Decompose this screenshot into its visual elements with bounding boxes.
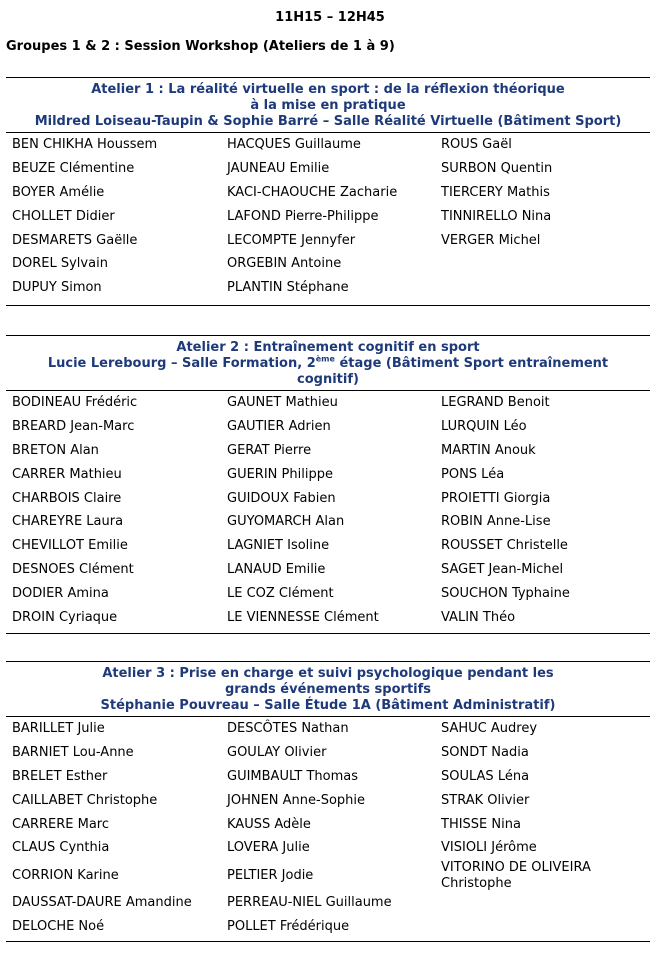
participant-name: STRAK Olivier bbox=[441, 792, 530, 808]
participants-col-2 bbox=[221, 133, 431, 300]
participant-name: BODINEAU Frédéric bbox=[12, 395, 138, 410]
participant-name: LEGRAND Benoit bbox=[441, 395, 550, 410]
atelier-1 bbox=[6, 77, 650, 306]
participants-col-1 bbox=[6, 133, 216, 300]
participant-name: DUPUY Simon bbox=[12, 280, 102, 296]
atelier-2-header bbox=[6, 335, 650, 391]
participant-name: PONS Léa bbox=[441, 466, 505, 482]
participant-name: GUIDOUX Fabien bbox=[227, 490, 336, 506]
participant-name: LE VIENNESSE Clément bbox=[227, 610, 379, 626]
participant-name: CHEVILLOT Emilie bbox=[12, 538, 128, 554]
participant-name: JAUNEAU Emilie bbox=[227, 160, 330, 176]
participant-name: HACQUES Guillaume bbox=[227, 137, 361, 152]
participant-name: SAHUC Audrey bbox=[441, 721, 538, 736]
atelier-title-line: Atelier 2 : Entraînement cognitif en sport bbox=[176, 340, 480, 355]
participant-name: CORRION Karine bbox=[12, 868, 119, 884]
participant-name: BRELET Esther bbox=[12, 768, 108, 784]
participant-name: GUIMBAULT Thomas bbox=[227, 768, 359, 784]
participant-name: DAUSSAT-DAURE Amandine bbox=[12, 895, 192, 911]
atelier-speaker-line2: cognitif) bbox=[297, 372, 359, 387]
participant-name: SONDT Nadia bbox=[441, 744, 529, 760]
participants-col-3 bbox=[435, 717, 645, 891]
atelier-speaker bbox=[26, 356, 630, 372]
participant-name: DELOCHE Noé bbox=[12, 919, 105, 935]
participant-name bbox=[435, 860, 645, 891]
participant-name: THISSE Nina bbox=[441, 816, 521, 832]
participant-name: TIERCERY Mathis bbox=[441, 184, 550, 200]
participant-name: LE COZ Clément bbox=[227, 586, 334, 602]
participants-grid bbox=[6, 391, 650, 634]
atelier-1-header bbox=[6, 77, 650, 133]
participant-name: CARRERE Marc bbox=[12, 816, 110, 832]
participant-name: BARILLET Julie bbox=[12, 721, 105, 736]
participant-name: MARTIN Anouk bbox=[441, 442, 536, 458]
speaker-text: étage (Bâtiment Sport entraînement bbox=[334, 356, 609, 371]
participant-name: CHARBOIS Claire bbox=[12, 490, 122, 506]
atelier-speaker: Mildred Loiseau-Taupin & Sophie Barré – Salle Réalité Virtuelle (Bâtiment Sport) bbox=[34, 114, 622, 129]
participant-name: CLAUS Cynthia bbox=[12, 840, 110, 856]
participant-name: ROBIN Anne-Lise bbox=[441, 514, 551, 530]
participant-name: LAGNIET Isoline bbox=[227, 538, 330, 554]
participant-name: VALIN Théo bbox=[441, 610, 516, 626]
participants-col-1 bbox=[6, 717, 216, 939]
participant-name: TINNIRELLO Nina bbox=[441, 208, 552, 224]
speaker-superscript: ème bbox=[315, 354, 335, 364]
atelier-2 bbox=[6, 335, 650, 634]
participant-name: CARRER Mathieu bbox=[12, 466, 122, 482]
participant-name: KAUSS Adèle bbox=[227, 816, 311, 832]
session-time: 11H15 – 12H45 bbox=[275, 10, 385, 25]
atelier-3-header bbox=[6, 661, 650, 717]
atelier-speaker: Stéphanie Pouvreau – Salle Étude 1A (Bâtiment Administratif) bbox=[100, 698, 556, 713]
participant-name: LAFOND Pierre-Philippe bbox=[227, 208, 379, 224]
participants-col-2 bbox=[221, 717, 431, 939]
participant-name: GAUTIER Adrien bbox=[227, 418, 331, 434]
participant-name: GAUNET Mathieu bbox=[227, 395, 338, 410]
groups-title: Groupes 1 & 2 : Session Workshop (Ateliers de 1 à 9) bbox=[6, 39, 395, 54]
participant-name: DESMARETS Gaëlle bbox=[12, 232, 138, 248]
participant-name: BARNIET Lou-Anne bbox=[12, 744, 134, 760]
participant-name: ROUS Gaël bbox=[441, 137, 512, 152]
participant-name: SOUCHON Typhaine bbox=[441, 586, 570, 602]
participants-grid bbox=[6, 717, 650, 942]
participant-name: BEN CHIKHA Houssem bbox=[12, 137, 158, 152]
participant-name: JOHNEN Anne-Sophie bbox=[227, 792, 366, 808]
participant-name: VERGER Michel bbox=[441, 232, 541, 248]
participant-name: PERREAU-NIEL Guillaume bbox=[227, 895, 392, 911]
participant-name: BRETON Alan bbox=[12, 442, 99, 458]
participant-name: PLANTIN Stéphane bbox=[227, 280, 349, 296]
atelier-title-line: Atelier 1 : La réalité virtuelle en sport : de la réflexion théorique bbox=[91, 82, 565, 97]
participant-name: BOYER Amélie bbox=[12, 184, 105, 200]
participant-name: ROUSSET Christelle bbox=[441, 538, 568, 554]
participant-name: BREARD Jean-Marc bbox=[12, 418, 135, 434]
participant-name: SAGET Jean-Michel bbox=[441, 562, 564, 578]
participant-name: SURBON Quentin bbox=[441, 160, 553, 176]
participant-name: DROIN Cyriaque bbox=[12, 610, 118, 626]
participant-name: LURQUIN Léo bbox=[441, 418, 527, 434]
participants-col-1 bbox=[6, 391, 216, 630]
participant-name: SOULAS Léna bbox=[441, 768, 530, 784]
participant-name: GERAT Pierre bbox=[227, 442, 312, 458]
participant-name: POLLET Frédérique bbox=[227, 919, 350, 935]
participant-name: VISIOLI Jérôme bbox=[441, 840, 537, 856]
participant-name: CAILLABET Christophe bbox=[12, 792, 158, 808]
participant-name: CHOLLET Didier bbox=[12, 208, 115, 224]
participant-name: GUERIN Philippe bbox=[227, 466, 333, 482]
atelier-title-line: grands événements sportifs bbox=[224, 682, 432, 697]
participant-name: PROIETTI Giorgia bbox=[441, 490, 551, 506]
atelier-3 bbox=[6, 661, 650, 942]
participant-name: DOREL Sylvain bbox=[12, 256, 108, 272]
participants-col-2 bbox=[221, 391, 431, 630]
participant-name: ORGEBIN Antoine bbox=[227, 256, 342, 272]
speaker-text: Lucie Lerebourg – Salle Formation, 2 bbox=[47, 356, 316, 371]
participant-name: GOULAY Olivier bbox=[227, 744, 327, 760]
participant-name: BEUZE Clémentine bbox=[12, 160, 135, 176]
participant-name: GUYOMARCH Alan bbox=[227, 514, 345, 530]
participant-name: PELTIER Jodie bbox=[227, 868, 314, 884]
participant-name-line: Christophe bbox=[441, 876, 512, 892]
participants-grid bbox=[6, 133, 650, 306]
participant-name: CHAREYRE Laura bbox=[12, 514, 124, 530]
participant-name: DESNOES Clément bbox=[12, 562, 134, 578]
atelier-title-line: Atelier 3 : Prise en charge et suivi psychologique pendant les bbox=[102, 666, 554, 681]
participant-name: LOVERA Julie bbox=[227, 840, 310, 856]
participant-name: KACI-CHAOUCHE Zacharie bbox=[227, 184, 398, 200]
participants-col-3 bbox=[435, 133, 645, 252]
atelier-title-line: à la mise en pratique bbox=[250, 98, 406, 113]
participant-name: DODIER Amina bbox=[12, 586, 109, 602]
participants-col-3 bbox=[435, 391, 645, 630]
participant-name-line: VITORINO DE OLIVEIRA bbox=[441, 860, 591, 876]
participant-name: DESCÔTES Nathan bbox=[227, 721, 349, 736]
participant-name: LANAUD Emilie bbox=[227, 562, 326, 578]
participant-name: LECOMPTE Jennyfer bbox=[227, 232, 356, 248]
